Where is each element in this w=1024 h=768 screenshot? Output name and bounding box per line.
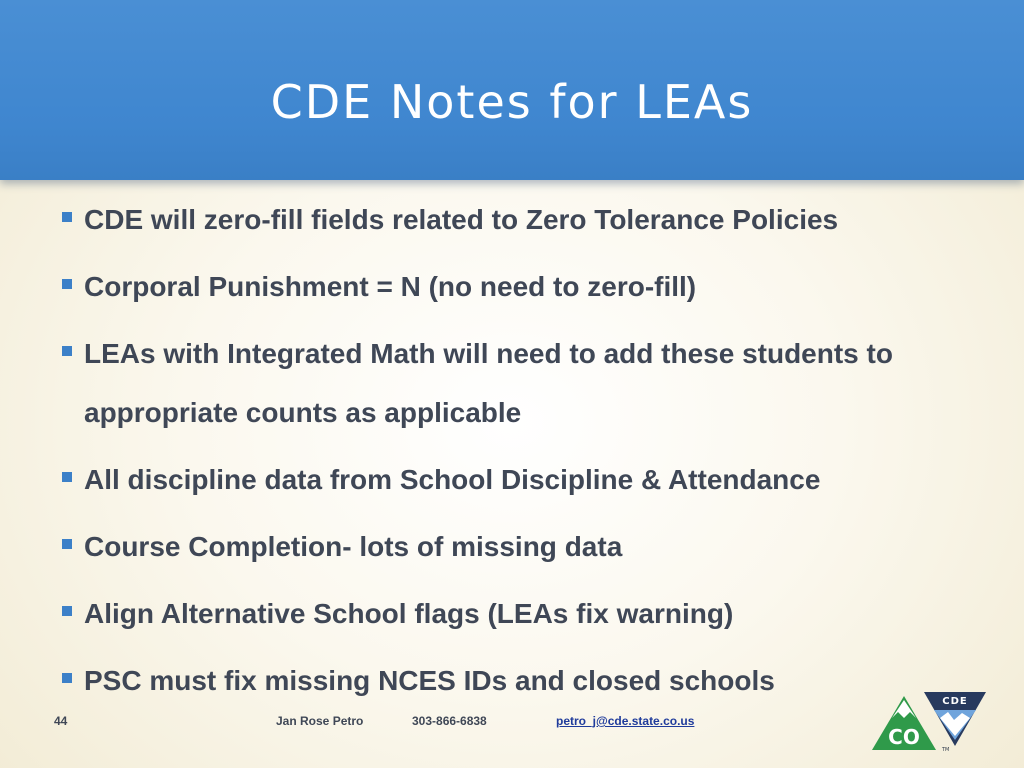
title-bar	[0, 0, 1024, 180]
square-bullet-icon	[62, 279, 72, 289]
presenter-email-link[interactable]: petro_j@cde.state.co.us	[556, 714, 695, 728]
bullet-text: CDE will zero-fill fields related to Zero Tolerance Policies	[84, 204, 839, 235]
cde-co-logo	[870, 688, 988, 754]
square-bullet-icon	[62, 472, 72, 482]
page-number: 44	[54, 714, 68, 728]
bullet-text: Align Alternative School flags (LEAs fix warning)	[84, 598, 734, 629]
square-bullet-icon	[62, 539, 72, 549]
logo-badge-text: CO	[888, 725, 920, 749]
bullet-text: Course Completion- lots of missing data	[84, 531, 623, 562]
bullet-item	[58, 517, 988, 576]
trademark-text: TM	[942, 747, 950, 753]
square-bullet-icon	[62, 606, 72, 616]
presenter-phone: 303-866-6838	[412, 714, 487, 728]
bullet-text: All discipline data from School Discipline & Attendance	[84, 464, 821, 495]
bullet-item	[58, 324, 988, 442]
slide-title: CDE Notes for LEAs	[270, 75, 754, 129]
bullet-list	[58, 190, 988, 718]
bullet-item	[58, 190, 988, 249]
bullet-text: PSC must fix missing NCES IDs and closed schools	[84, 665, 775, 696]
square-bullet-icon	[62, 212, 72, 222]
bullet-item	[58, 584, 988, 643]
bullet-item	[58, 450, 988, 509]
bullet-text: LEAs with Integrated Math will need to add these students to appropriate counts as applicable	[84, 338, 893, 428]
bullet-item	[58, 651, 988, 710]
square-bullet-icon	[62, 346, 72, 356]
square-bullet-icon	[62, 673, 72, 683]
presenter-name: Jan Rose Petro	[276, 714, 364, 728]
bullet-text: Corporal Punishment = N (no need to zero-fill)	[84, 271, 697, 302]
logo-top-text: CDE	[942, 696, 968, 707]
bullet-item	[58, 257, 988, 316]
